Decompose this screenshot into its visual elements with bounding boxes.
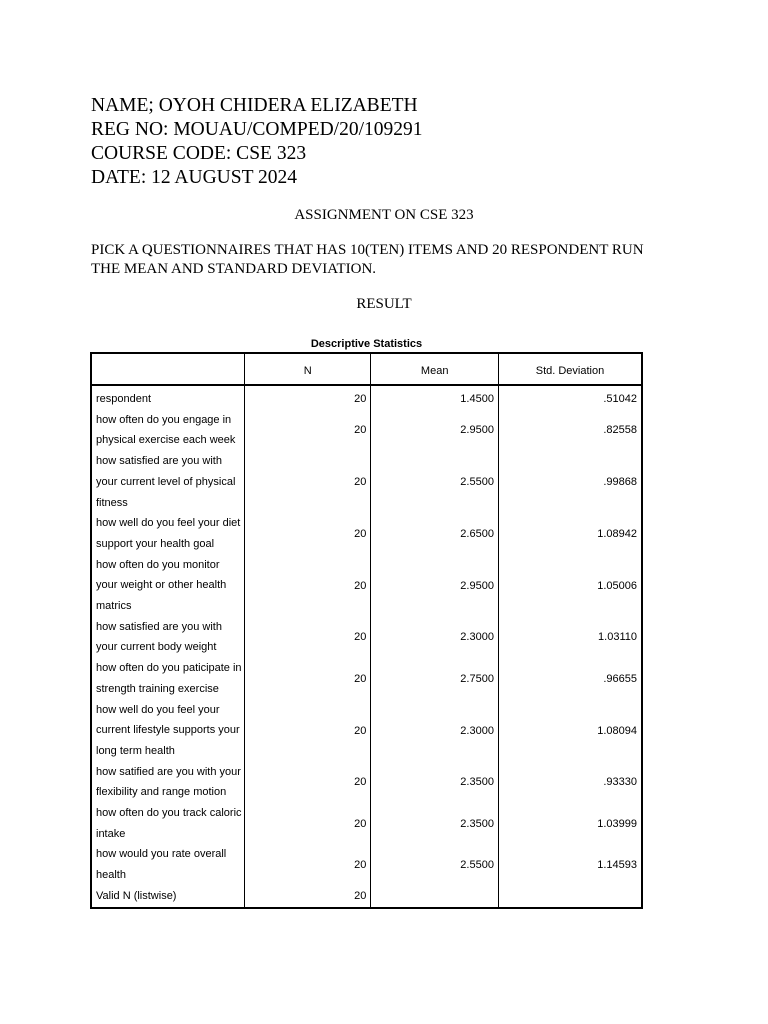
table-row bbox=[91, 658, 642, 699]
table-row bbox=[91, 555, 642, 617]
row-label: how often do you track caloric intake bbox=[91, 803, 245, 844]
row-std-deviation-value: 1.03110 bbox=[498, 617, 642, 658]
student-header bbox=[91, 94, 423, 190]
table-row bbox=[91, 513, 642, 554]
row-n-value: 20 bbox=[245, 886, 371, 908]
row-std-deviation-value: .82558 bbox=[498, 410, 642, 451]
column-header-blank bbox=[91, 353, 245, 385]
row-label: how well do you feel your diet support your health goal bbox=[91, 513, 245, 554]
row-std-deviation-value: .99868 bbox=[498, 451, 642, 513]
row-std-deviation-value bbox=[498, 886, 642, 908]
row-n-value: 20 bbox=[245, 617, 371, 658]
date-line: DATE: 12 AUGUST 2024 bbox=[91, 167, 298, 188]
reg-number: REG NO: MOUAU/COMPED/20/109291 bbox=[91, 119, 423, 140]
row-label: how satisfied are you with your current level of physical fitness bbox=[91, 451, 245, 513]
descriptive-statistics-table bbox=[90, 352, 643, 909]
row-label: how satisfied are you with your current body weight bbox=[91, 617, 245, 658]
row-std-deviation-value: .93330 bbox=[498, 762, 642, 803]
row-std-deviation-value: 1.03999 bbox=[498, 803, 642, 844]
row-n-value: 20 bbox=[245, 658, 371, 699]
table-row bbox=[91, 886, 642, 908]
table-caption: Descriptive Statistics bbox=[310, 338, 423, 350]
row-n-value: 20 bbox=[245, 451, 371, 513]
row-n-value: 20 bbox=[245, 385, 371, 410]
row-std-deviation-value: 1.08942 bbox=[498, 513, 642, 554]
table-row bbox=[91, 762, 642, 803]
row-mean-value: 2.5500 bbox=[371, 451, 499, 513]
row-std-deviation-value: 1.08094 bbox=[498, 700, 642, 762]
table-row bbox=[91, 451, 642, 513]
row-mean-value: 2.9500 bbox=[371, 410, 499, 451]
row-mean-value bbox=[371, 886, 499, 908]
row-mean-value: 2.9500 bbox=[371, 555, 499, 617]
column-header-std-deviation: Std. Deviation bbox=[498, 353, 642, 385]
row-mean-value: 2.3500 bbox=[371, 762, 499, 803]
row-n-value: 20 bbox=[245, 803, 371, 844]
row-label: how often do you engage in physical exercise each week bbox=[91, 410, 245, 451]
row-mean-value: 2.7500 bbox=[371, 658, 499, 699]
row-std-deviation-value: 1.05006 bbox=[498, 555, 642, 617]
row-std-deviation-value: 1.14593 bbox=[498, 844, 642, 885]
row-n-value: 20 bbox=[245, 700, 371, 762]
column-header-n: N bbox=[245, 353, 371, 385]
row-mean-value: 2.3000 bbox=[371, 700, 499, 762]
row-label: how satified are you with your flexibility and range motion bbox=[91, 762, 245, 803]
result-heading: RESULT bbox=[356, 296, 412, 312]
row-n-value: 20 bbox=[245, 555, 371, 617]
table-row bbox=[91, 410, 642, 451]
row-mean-value: 1.4500 bbox=[371, 385, 499, 410]
row-label: Valid N (listwise) bbox=[91, 886, 245, 908]
row-n-value: 20 bbox=[245, 844, 371, 885]
row-n-value: 20 bbox=[245, 513, 371, 554]
row-std-deviation-value: .51042 bbox=[498, 385, 642, 410]
table-row bbox=[91, 385, 642, 410]
table-row bbox=[91, 803, 642, 844]
row-label: how well do you feel your current lifestyle supports your long term health bbox=[91, 700, 245, 762]
row-n-value: 20 bbox=[245, 410, 371, 451]
table-row bbox=[91, 617, 642, 658]
column-header-mean: Mean bbox=[371, 353, 499, 385]
assignment-title: ASSIGNMENT ON CSE 323 bbox=[294, 207, 474, 223]
row-label: how would you rate overall health bbox=[91, 844, 245, 885]
row-mean-value: 2.3000 bbox=[371, 617, 499, 658]
row-label: respondent bbox=[91, 385, 245, 410]
row-std-deviation-value: .96655 bbox=[498, 658, 642, 699]
row-n-value: 20 bbox=[245, 762, 371, 803]
student-name: NAME; OYOH CHIDERA ELIZABETH bbox=[91, 95, 418, 116]
row-label: how often do you monitor your weight or other health matrics bbox=[91, 555, 245, 617]
table-body bbox=[91, 385, 642, 908]
row-mean-value: 2.5500 bbox=[371, 844, 499, 885]
row-label: how often do you paticipate in strength training exercise bbox=[91, 658, 245, 699]
row-mean-value: 2.6500 bbox=[371, 513, 499, 554]
table-header-row bbox=[91, 353, 642, 385]
table-row bbox=[91, 700, 642, 762]
row-mean-value: 2.3500 bbox=[371, 803, 499, 844]
assignment-instructions: PICK A QUESTIONNAIRES THAT HAS 10(TEN) ITEMS AND 20 RESPONDENT RUN THE MEAN AND STANDARD DEVIATION. bbox=[91, 242, 644, 277]
course-code: COURSE CODE: CSE 323 bbox=[91, 143, 307, 164]
table-row bbox=[91, 844, 642, 885]
